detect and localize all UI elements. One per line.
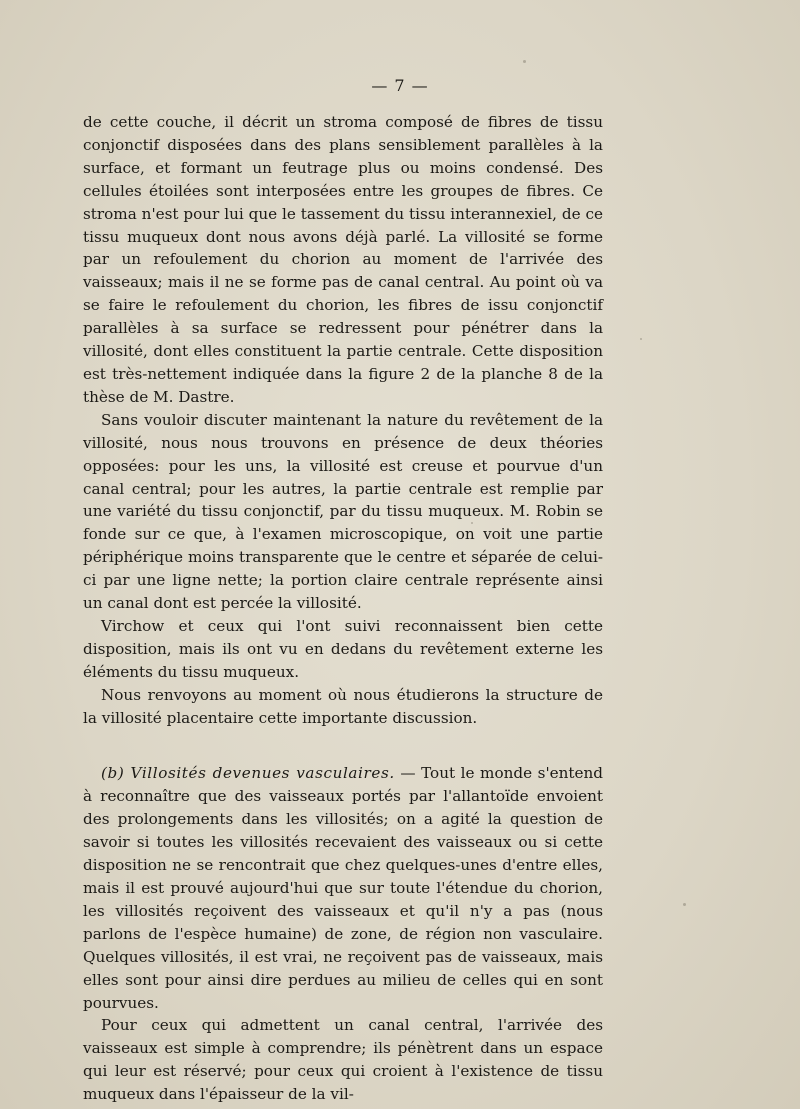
paper-speck [640, 338, 642, 340]
paper-speck [471, 522, 473, 524]
paragraph-canal-central: Pour ceux qui admettent un canal central, l'arrivée des vaisseaux est simple à comprendre; ils pénètrent dans un espace qui leur est réservé; pour ceux qui croient à l'existence de tissu muqueux dans l'épaisseur de la vil- [83, 1016, 603, 1104]
section-b-text: — Tout le monde s'entend à reconnaître que des vaisseaux portés par l'allantoïde envoient des prolongements dans les villosités; on a agité la question de savoir si toutes les villosités recevaient des vaisseaux ou si cette disposition ne se rencontrait que chez quelques-unes d'entre elles, mais il est prouvé aujourd'hui que sur toute l'étendue du chorion, les villosités reçoivent des vaisseaux et qu'il n'y a pas (nous parlons de l'espèce humaine) de zone, de région non vasculaire. Quelques villosités, il est vrai, ne reçoivent pas de vaisseaux, mais elles sont pour ainsi dire perdues au milieu de celles qui en sont pourvues. [83, 764, 603, 1012]
paragraph-theories: Sans vouloir discuter maintenant la nature du revêtement de la villosité, nous nous trouvons en présence de deux théories opposées: pour les uns, la villosité est creuse et pourvue d'un canal central; pour les autres, la partie centrale est remplie par une variété du tissu conjonctif, par du tissu muqueux. M. Robin se fonde sur ce que, à l'examen microscopique, on voit une partie périphérique moins transparente que le centre et séparée de celui-ci par une ligne nette; la portion claire centrale représente ainsi un canal dont est percée la villosité. [83, 410, 603, 613]
section-b-heading: (b) Villosités devenues vasculaires. [101, 764, 395, 783]
paper-speck [523, 60, 526, 63]
paragraph-continuation: de cette couche, il décrit un stroma composé de fibres de tissu conjonctif disposées dans des plans sensiblement parallèles à la surface, et formant un feutrage plus ou moins condensé. Des cellules étoilées sont interposées entre les groupes de fibres. Ce stroma n'est pour lui que le tassement du tissu interannexiel, de ce tissu muqueux dont nous avons déjà parlé. La villosité se forme par un refoulement du chorion au moment de l'arrivée des vaisseaux; mais il ne se forme pas de canal central. Au point où va se faire le refoulement du chorion, les fibres de issu conjonctif parallèles à sa surface se redressent pour pénétrer dans la villosité, dont elles constituent la partie centrale. Cette disposition est très-nettement indiquée dans la figure 2 de la planche 8 de la thèse de M. Dastre. [83, 113, 603, 406]
paragraph-virchow: Virchow et ceux qui l'ont suivi reconnaissent bien cette disposition, mais ils ont vu en dedans du revêtement externe les éléments du tissu muqueux. [83, 616, 603, 681]
page-number: — 7 — [371, 76, 429, 95]
section-b-paragraph [83, 762, 603, 1014]
paper-speck [683, 903, 686, 906]
paragraph-renvoyons: Nous renvoyons au moment où nous étudierons la structure de la villosité placentaire cette importante discussion. [83, 685, 603, 727]
body-text [83, 111, 603, 1106]
